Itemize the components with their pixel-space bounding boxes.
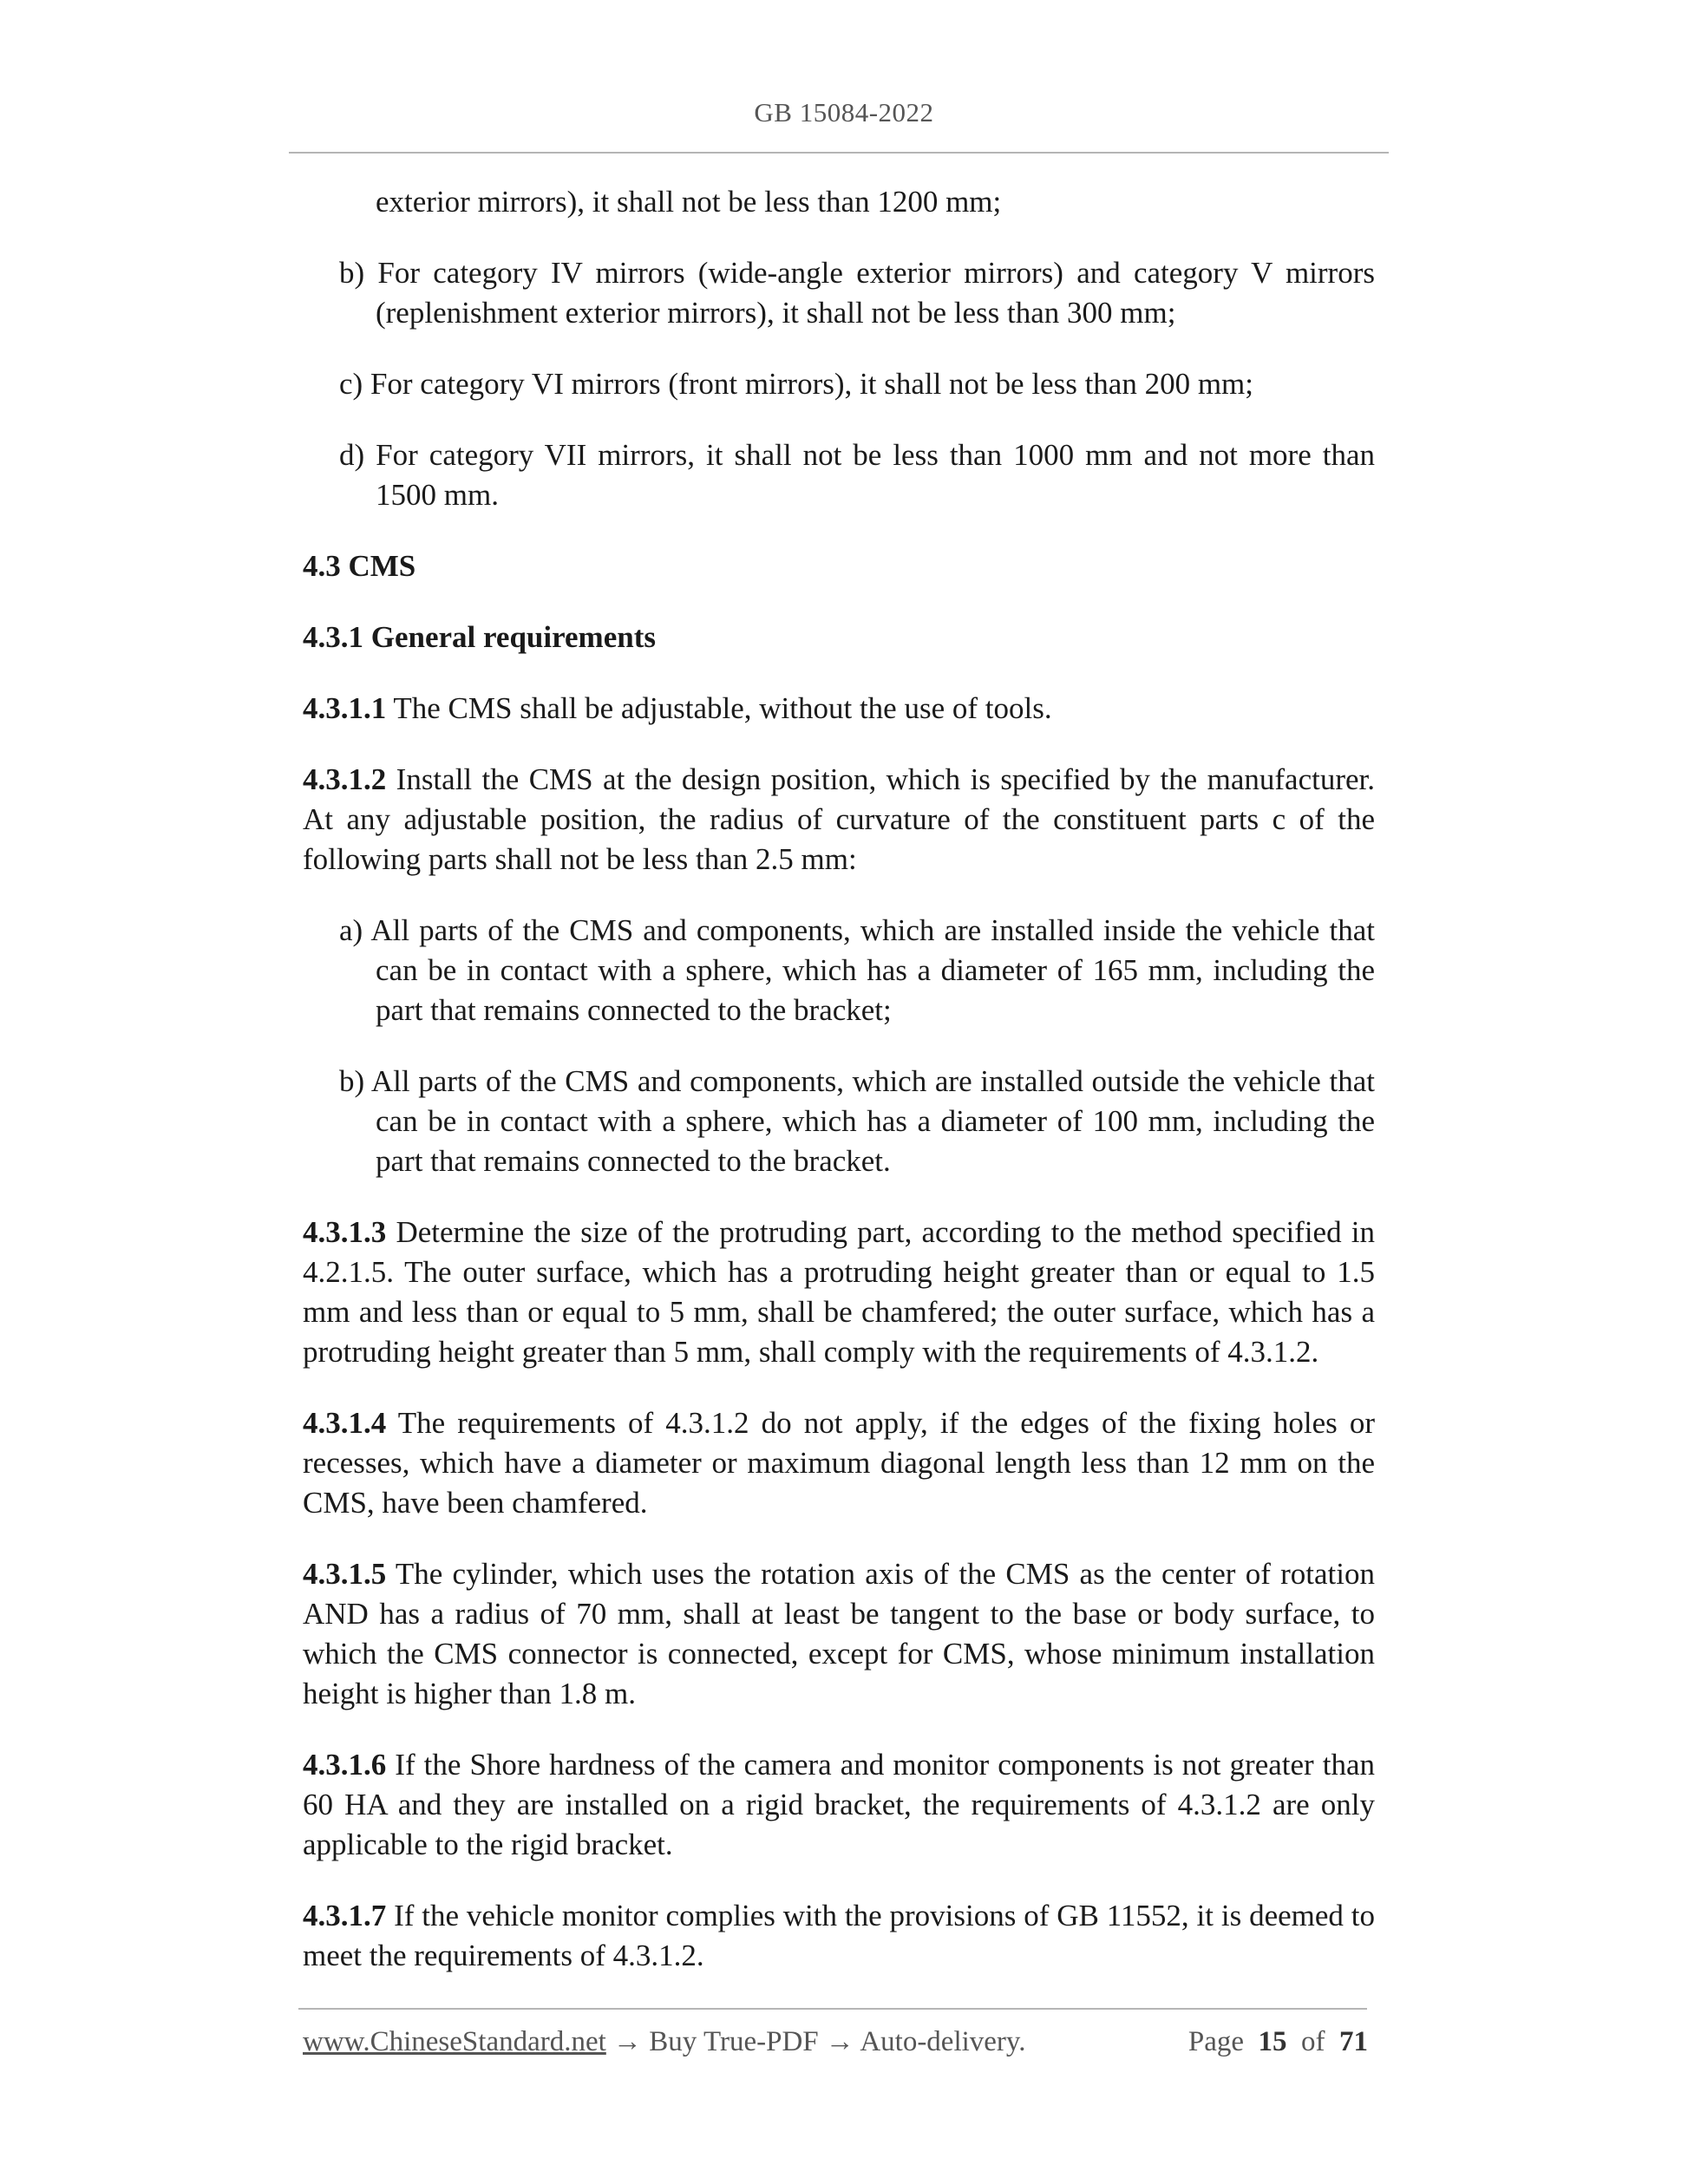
clause-text: If the vehicle monitor complies with the provisions of GB 11552, it is deemed to meet the requirements of 4.3.1.2. [303, 1899, 1375, 1972]
clause-number: 4.3.1.4 [303, 1406, 387, 1440]
list-item-b-outside-parts: b) All parts of the CMS and components, which are installed outside the vehicle that can be in contact with a sphere, which has a diameter of 100 mm, including the part that remains connected to the bracket. [339, 1064, 1375, 1178]
of-label: of [1301, 2026, 1325, 2057]
clause-number: 4.3.1.7 [303, 1899, 387, 1932]
clause-text: The CMS shall be adjustable, without the use of tools. [386, 691, 1052, 725]
clause-4-3-1-4 [303, 1403, 1375, 1523]
total-page-count: 71 [1339, 2026, 1368, 2057]
clause-text: If the Shore hardness of the camera and monitor components is not greater than 60 HA and they are installed on a rigid bracket, the requirements of 4.3.1.2 are only applicable to the rigid bracket. [303, 1748, 1375, 1861]
section-heading-4-3-1: 4.3.1 General requirements [303, 620, 656, 654]
list-item-b-category-iv-v: b) For category IV mirrors (wide-angle exterior mirrors) and category V mirrors (replenishment exterior mirrors), it shall not be less than 300 mm; [339, 256, 1375, 330]
section-heading-4-3: 4.3 CMS [303, 549, 416, 583]
page-label: Page [1187, 2026, 1244, 2057]
footer-promo [303, 2026, 1026, 2058]
buy-true-pdf-text: Buy True-PDF [649, 2026, 819, 2057]
arrow-right-icon: → [605, 2026, 650, 2057]
clause-text: The cylinder, which uses the rotation axis of the CMS as the center of rotation AND has a radius of 70 mm, shall at least be tangent to the base or body surface, to which the CMS connector is connected, except for CMS, whose minimum installation height is higher than 1.8 m. [303, 1557, 1375, 1710]
document-body [303, 182, 1375, 2007]
clause-4-3-1-6 [303, 1745, 1375, 1865]
clause-text: Determine the size of the protruding part, according to the method specified in 4.2.1.5. The outer surface, which has a protruding height greater than or equal to 1.5 mm and less than or equal to 5 mm, shall be chamfered; the outer surface, which has a protruding height greater than 5 mm, shall comply with the requirements of 4.3.1.2. [303, 1215, 1375, 1369]
clause-4-3-1-2 [303, 760, 1375, 879]
continuation-text: exterior mirrors), it shall not be less than 1200 mm; [376, 185, 1002, 219]
clause-number: 4.3.1.3 [303, 1215, 387, 1249]
auto-delivery-text: Auto-delivery. [860, 2026, 1026, 2057]
website-link[interactable]: www.ChineseStandard.net [303, 2026, 606, 2057]
list-item-d-category-vii: d) For category VII mirrors, it shall not be less than 1000 mm and not more than 1500 mm. [339, 438, 1375, 512]
clause-4-3-1-7 [303, 1896, 1375, 1976]
clause-text: Install the CMS at the design position, which is specified by the manufacturer. At any adjustable position, the radius of curvature of the constituent parts c of the following parts shall not be less than 2.5 mm: [303, 762, 1375, 876]
clause-number: 4.3.1.5 [303, 1557, 387, 1591]
page-header-title: GB 15084-2022 [754, 97, 934, 128]
clause-4-3-1-5 [303, 1554, 1375, 1714]
clause-text: The requirements of 4.3.1.2 do not apply, if the edges of the fixing holes or recesses, which have a diameter or maximum diagonal length less than 12 mm on the CMS, have been chamfered. [303, 1406, 1375, 1520]
header-divider [289, 152, 1389, 154]
footer-divider [298, 2008, 1367, 2010]
arrow-right-icon: → [818, 2026, 860, 2057]
clause-number: 4.3.1.6 [303, 1748, 387, 1782]
list-item-c-category-vi: c) For category VI mirrors (front mirrors), it shall not be less than 200 mm; [339, 367, 1253, 401]
list-item-a-inside-parts: a) All parts of the CMS and components, which are installed inside the vehicle that can be in contact with a sphere, which has a diameter of 165 mm, including the part that remains connected to the bracket; [339, 913, 1375, 1027]
clause-4-3-1-3 [303, 1213, 1375, 1372]
current-page-number: 15 [1258, 2026, 1287, 2057]
page-number-indicator [1188, 2026, 1368, 2058]
clause-4-3-1-1 [303, 689, 1375, 729]
clause-number: 4.3.1.1 [303, 691, 387, 725]
clause-number: 4.3.1.2 [303, 762, 387, 796]
